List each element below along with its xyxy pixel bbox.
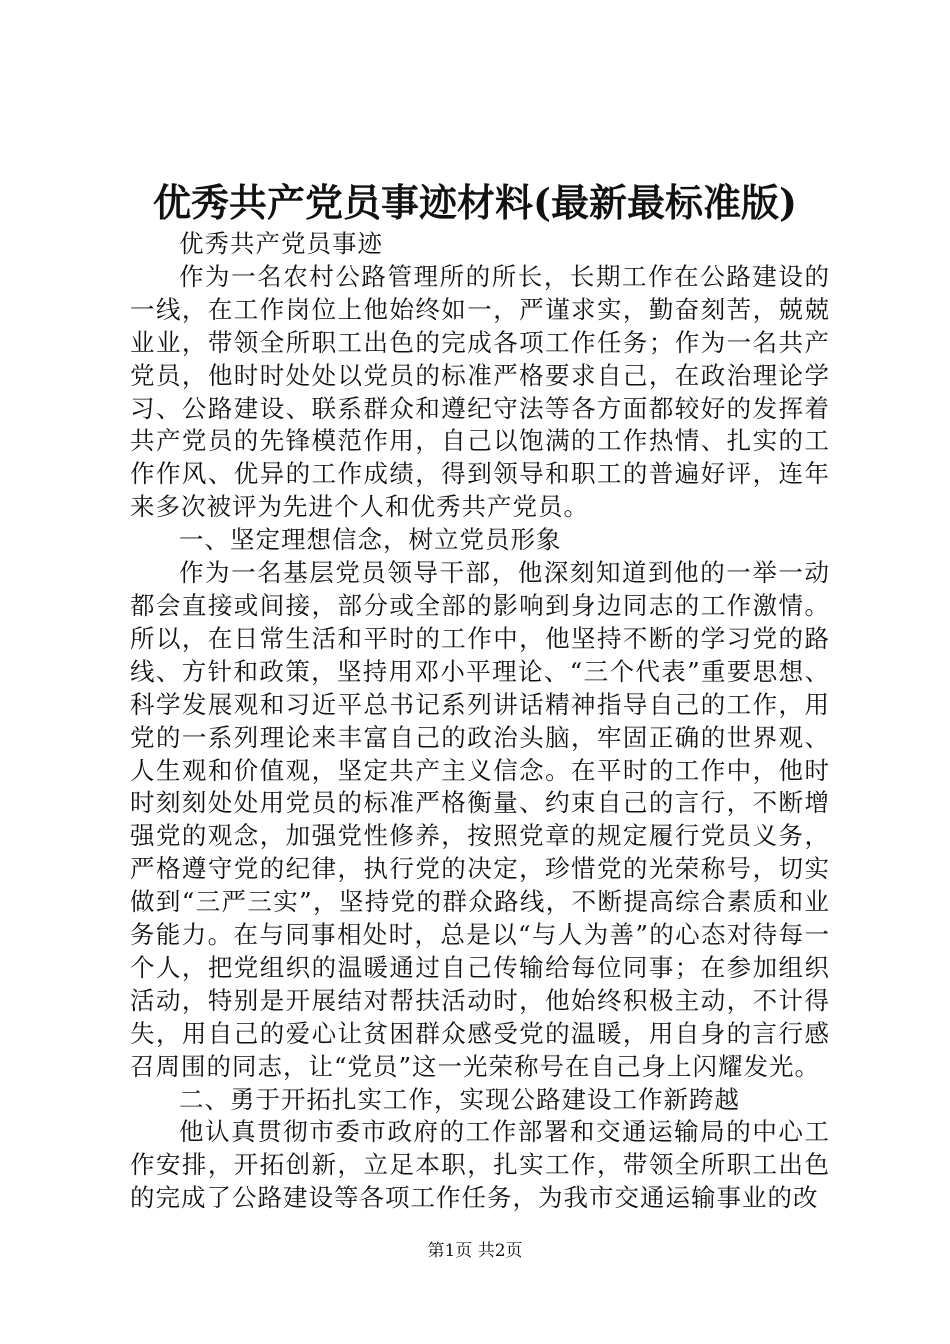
page-footer: 第1页 共2页 bbox=[427, 1241, 523, 1261]
document-body bbox=[130, 228, 830, 1215]
paragraph-section-1: 作为一名基层党员领导干部，他深刻知道到他的一举一动都会直接或间接，部分或全部的影响到身边同志的工作激情。所以，在日常生活和平时的工作中，他坚持不断的学习党的路线、方针和政策，坚持用邓小平理论、“三个代表”重要思想、科学发展观和习近平总书记系列讲话精神指导自己的工作，用党的一系列理论来丰富自己的政治头脑，牢固正确的世界观、人生观和价值观，坚定共产主义信念。在平时的工作中，他时时刻刻处处用党员的标准严格衡量、约束自己的言行，不断增强党的观念，加强党性修养，按照党章的规定履行党员义务，严格遵守党的纪律，执行党的决定，珍惜党的光荣称号，切实做到“三严三实”，坚持党的群众路线，不断提高综合素质和业务能力。在与同事相处时，总是以“与人为善”的心态对待每一个人，把党组织的温暖通过自己传输给每位同事；在参加组织活动，特别是开展结对帮扶活动时，他始终积极主动，不计得失，用自己的爱心让贫困群众感受党的温暖，用自身的言行感召周围的同志，让“党员”这一光荣称号在自己身上闪耀发光。 bbox=[130, 558, 830, 1081]
paragraph-intro: 作为一名农村公路管理所的所长，长期工作在公路建设的一线，在工作岗位上他始终如一，严谨求实，勤奋刻苦，兢兢业业，带领全所职工出色的完成各项工作任务；作为一名共产党员，他时时处处以党员的标准严格要求自己，在政治理论学习、公路建设、联系群众和遵纪守法等各方面都较好的发挥着共产党员的先锋模范作用，自己以饱满的工作热情、扎实的工作作风、优异的工作成绩，得到领导和职工的普遍好评，连年来多次被评为先进个人和优秀共产党员。 bbox=[130, 261, 830, 522]
paragraph-section-2: 他认真贯彻市委市政府的工作部署和交通运输局的中心工作安排，开拓创新，立足本职，扎实工作，带领全所职工出色的完成了公路建设等各项工作任务，为我市交通运输事业的改 bbox=[130, 1117, 830, 1213]
section-heading-1: 一、坚定理想信念，树立党员形象 bbox=[179, 525, 562, 555]
section-heading-2: 二、勇于开拓扎实工作，实现公路建设工作新跨越 bbox=[179, 1084, 740, 1114]
section-heading-intro: 优秀共产党员事迹 bbox=[179, 229, 383, 258]
document-title: 优秀共产党员事迹材料(最新最标准版) bbox=[153, 180, 797, 225]
